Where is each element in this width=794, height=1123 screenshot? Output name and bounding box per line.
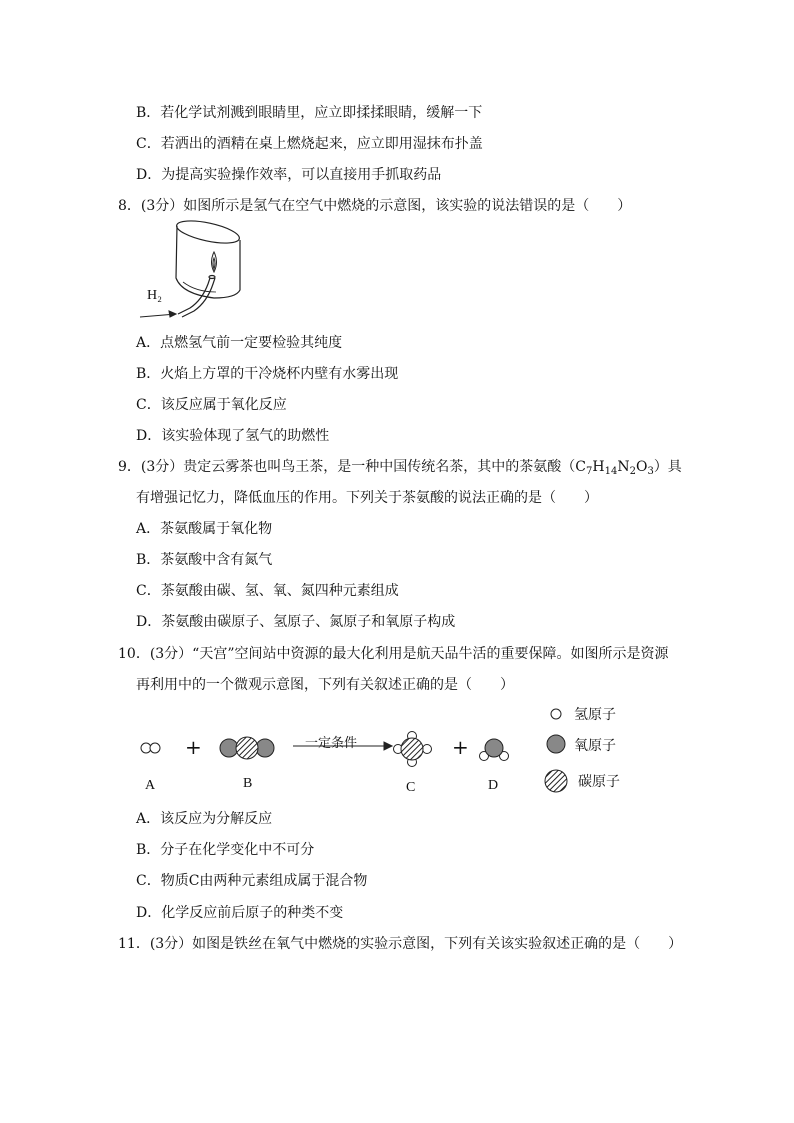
q9-option-b: B．茶氨酸中含有氮气	[136, 552, 273, 568]
flame-icon	[212, 252, 217, 272]
reaction-condition: 一定条件	[305, 736, 358, 751]
legend-hydrogen-icon	[551, 709, 561, 719]
q9-stem-line1: 9．(3分）贵定云雾茶也叫鸟王茶，是一种中国传统名茶，其中的茶氨酸$(C_7H_{14}N_2O_3)$具	[118, 459, 682, 477]
q8-option-d: D．该实验体现了氢气的助燃性	[136, 428, 330, 444]
molecule-b-icon	[220, 737, 274, 759]
q10-stem-line1: 10．(3分）“天宫”空间站中资源的最大化利用是航天品牛活的重要保障。如图所示是资源	[118, 646, 669, 662]
molecule-c-label: C	[406, 780, 416, 795]
plus-sign-1: +	[185, 735, 202, 759]
q9-option-c: C．茶氨酸由碳、氢、氧、氮四种元素组成	[136, 583, 399, 599]
q8-option-c: C．该反应属于氧化反应	[136, 397, 287, 413]
h2-label: H₂	[147, 288, 162, 303]
molecule-c-icon	[394, 732, 432, 767]
reaction-diagram	[130, 700, 650, 810]
legend-carbon-label: 碳原子	[578, 774, 620, 790]
q10-option-b: B．分子在化学变化中不可分	[136, 842, 315, 858]
hydrogen-burning-figure	[136, 220, 256, 325]
q10-option-d: D．化学反应前后原子的种类不变	[136, 905, 344, 921]
legend-oxygen-label: 氧原子	[574, 738, 616, 754]
molecule-b-label: B	[243, 776, 253, 791]
q9-option-d: D．茶氨酸由碳原子、氢原子、氮原子和氧原子构成	[136, 614, 456, 630]
q8-stem: 8．(3分）如图所示是氢气在空气中燃烧的示意图，该实验的说法错误的是（ ）	[118, 198, 632, 214]
arrow-icon	[140, 311, 176, 317]
q10-option-c: C．物质C由两种元素组成属于混合物	[136, 873, 368, 889]
molecule-a-icon	[141, 743, 160, 753]
q11-stem: 11．(3分）如图是铁丝在氧气中燃烧的实验示意图，下列有关该实验叙述正确的是（ ）	[118, 936, 683, 952]
q7-option-b: B．若化学试剂溅到眼睛里，应立即揉揉眼睛，缓解一下	[136, 105, 483, 121]
molecule-d-icon	[480, 739, 509, 761]
q8-option-a: A．点燃氢气前一定要检验其纯度	[136, 335, 343, 351]
q7-option-d: D．为提高实验操作效率，可以直接用手抓取药品	[136, 167, 442, 183]
molecule-d-label: D	[488, 778, 499, 793]
molecule-a-label: A	[145, 778, 156, 793]
q9-option-a: A．茶氨酸属于氧化物	[136, 521, 273, 537]
legend-oxygen-icon	[547, 735, 565, 753]
gas-tube-icon	[178, 276, 215, 318]
q10-stem-line2: 再利用中的一个微观示意图，下列有关叙述正确的是（ ）	[136, 677, 514, 693]
legend-hydrogen-label: 氢原子	[574, 707, 616, 723]
q10-option-a: A．该反应为分解反应	[136, 811, 273, 827]
q9-stem-line2: 有增强记忆力，降低血压的作用。下列关于茶氨酸的说法正确的是（ ）	[136, 490, 598, 506]
q7-option-c: C．若洒出的酒精在桌上燃烧起来，应立即用湿抹布扑盖	[136, 136, 483, 152]
plus-sign-2: +	[452, 735, 469, 759]
beaker-icon	[175, 220, 241, 298]
q8-option-b: B．火焰上方罩的干冷烧杯内壁有水雾出现	[136, 366, 399, 382]
legend-carbon-icon	[545, 770, 567, 792]
